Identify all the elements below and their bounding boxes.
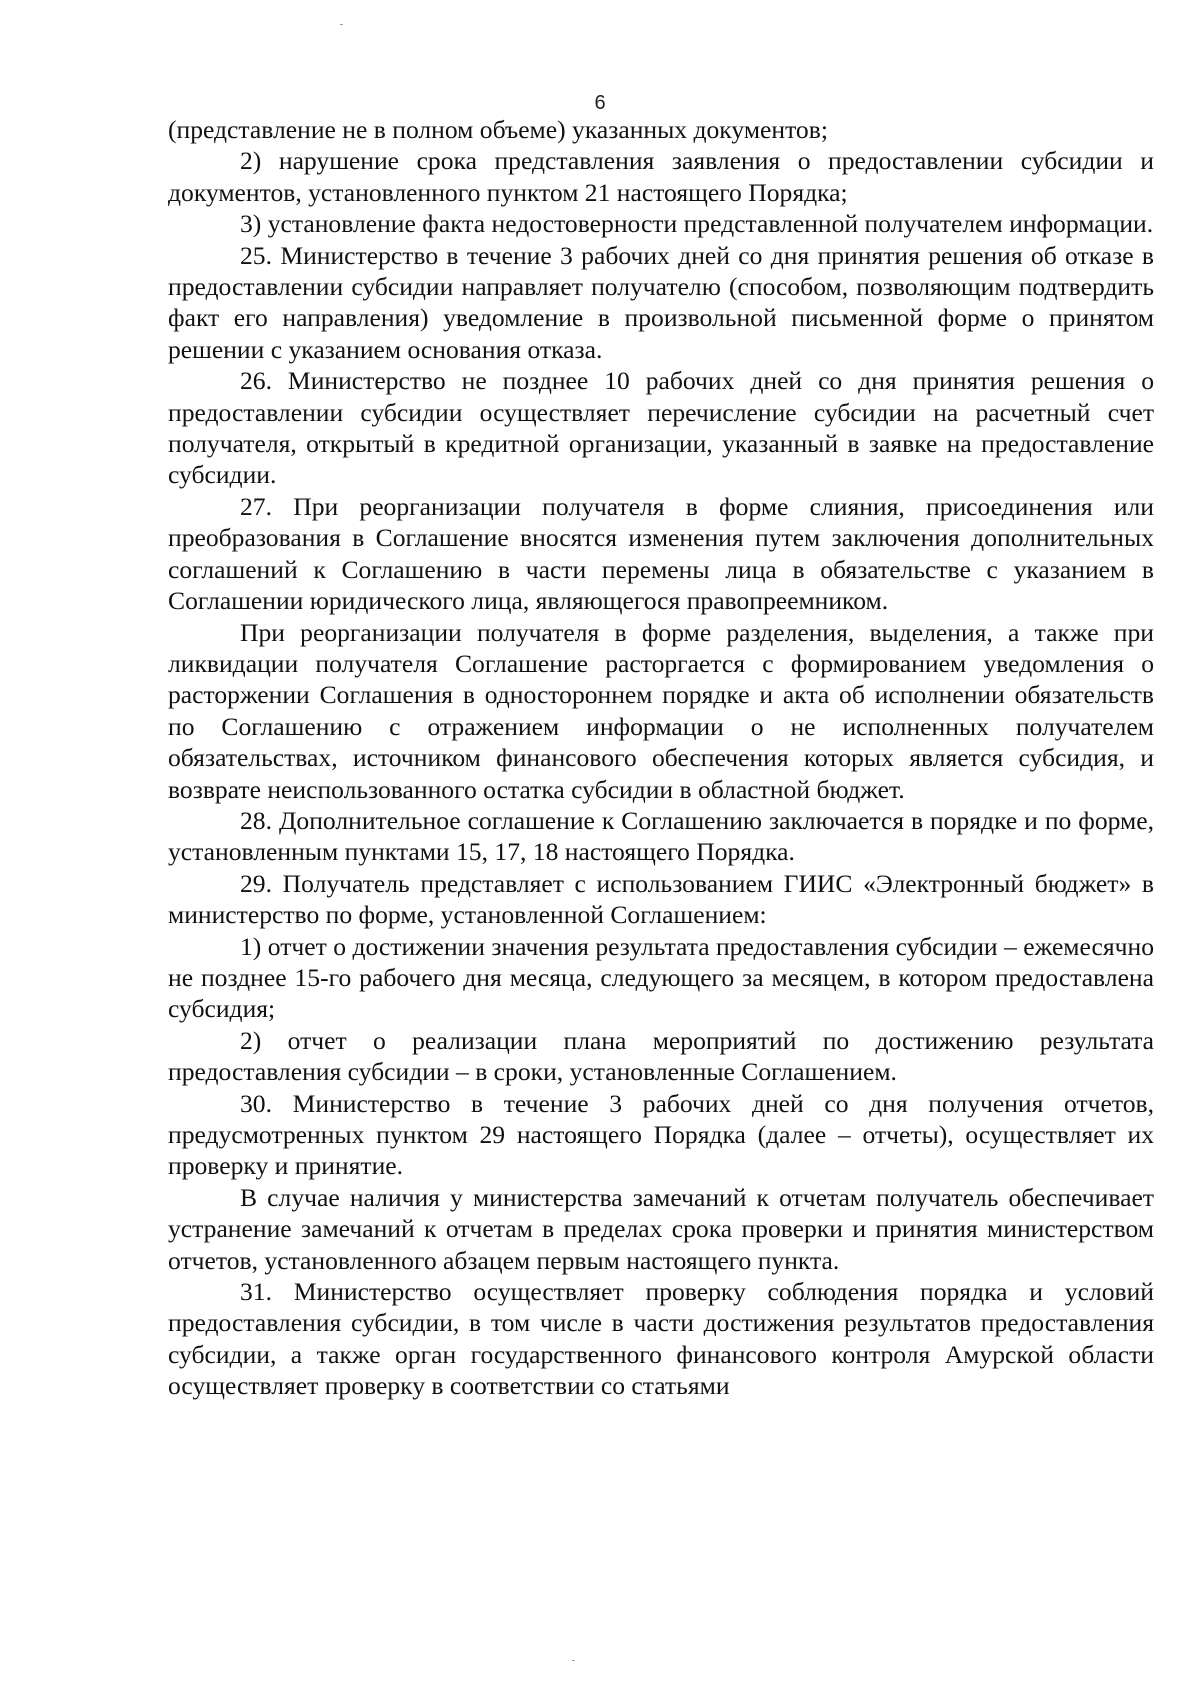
paragraph-continuation: (представление не в полном объеме) указанных документов; <box>168 115 828 144</box>
clause-31: 31. Министерство осуществляет проверку соблюдения порядка и условий предоставления субсидии, в том числе в части достижения результатов предоставления субсидии, а также орган государственного финансового контроля Амурской области осуществляет проверку в соответствии со статьями <box>168 1277 1154 1401</box>
clause-27-paragraph-2: При реорганизации получателя в форме разделения, выделения, а также при ликвидации получателя Соглашение расторгается с формированием уведомления о расторжении Соглашения в одностороннем порядке и акта об исполнении обязательств по Соглашению с отражением информации о не исполненных получателем обязательствах, источником финансового обеспечения которых является субсидия, и возврате неиспользованного остатка субсидии в областной бюджет. <box>168 617 1154 804</box>
clause-27: 27. При реорганизации получателя в форме слияния, присоединения или преобразования в Соглашение вносятся изменения путем заключения дополнительных соглашений к Соглашению в части перемены лица в обязательстве с указанием в Соглашении юридического лица, являющегося правопреемником. <box>168 491 1154 616</box>
scan-artifact <box>572 1660 575 1661</box>
clause-29-item-2: 2) отчет о реализации плана мероприятий по достижению результата предоставления субсидии – в сроки, установленные Соглашением. <box>168 1025 1154 1087</box>
clause-28: 28. Дополнительное соглашение к Соглашению заключается в порядке и по форме, установленным пунктами 15, 17, 18 настоящего Порядка. <box>168 805 1154 867</box>
list-item-2: 2) нарушение срока представления заявления о предоставлении субсидии и документов, установленного пунктом 21 настоящего Порядка; <box>168 146 1154 207</box>
list-item-3: 3) установление факта недостоверности представленной получателем информации. <box>240 209 1154 239</box>
clause-26: 26. Министерство не позднее 10 рабочих дней со дня принятия решения о предоставлении субсидии осуществляет перечисление субсидии на расчетный счет получателя, открытый в кредитной организации, указанный в заявке на предоставление субсидии. <box>168 366 1154 490</box>
page-number: 6 <box>594 92 606 114</box>
clause-30: 30. Министерство в течение 3 рабочих дней со дня получения отчетов, предусмотренных пунктом 29 настоящего Порядка (далее – отчеты), осуществляет их проверку и принятие. <box>168 1088 1154 1181</box>
scan-artifact <box>340 24 343 25</box>
document-body <box>168 114 1154 1402</box>
clause-30-paragraph-2: В случае наличия у министерства замечаний к отчетам получатель обеспечивает устранение замечаний к отчетам в пределах срока проверки и принятия министерством отчетов, установленного абзацем первым настоящего пункта. <box>168 1182 1154 1275</box>
clause-29-item-1: 1) отчет о достижении значения результата предоставления субсидии – ежемесячно не позднее 15-го рабочего дня месяца, следующего за месяцем, в котором предоставлена субсидия; <box>168 931 1154 1024</box>
clause-25: 25. Министерство в течение 3 рабочих дней со дня принятия решения об отказе в предоставлении субсидии направляет получателю (способом, позволяющим подтвердить факт его направления) уведомление в произвольной письменной форме о принятом решении с указанием основания отказа. <box>168 240 1154 364</box>
clause-29: 29. Получатель представляет с использованием ГИИС «Электронный бюджет» в министерство по форме, установленной Соглашением: <box>168 868 1154 930</box>
